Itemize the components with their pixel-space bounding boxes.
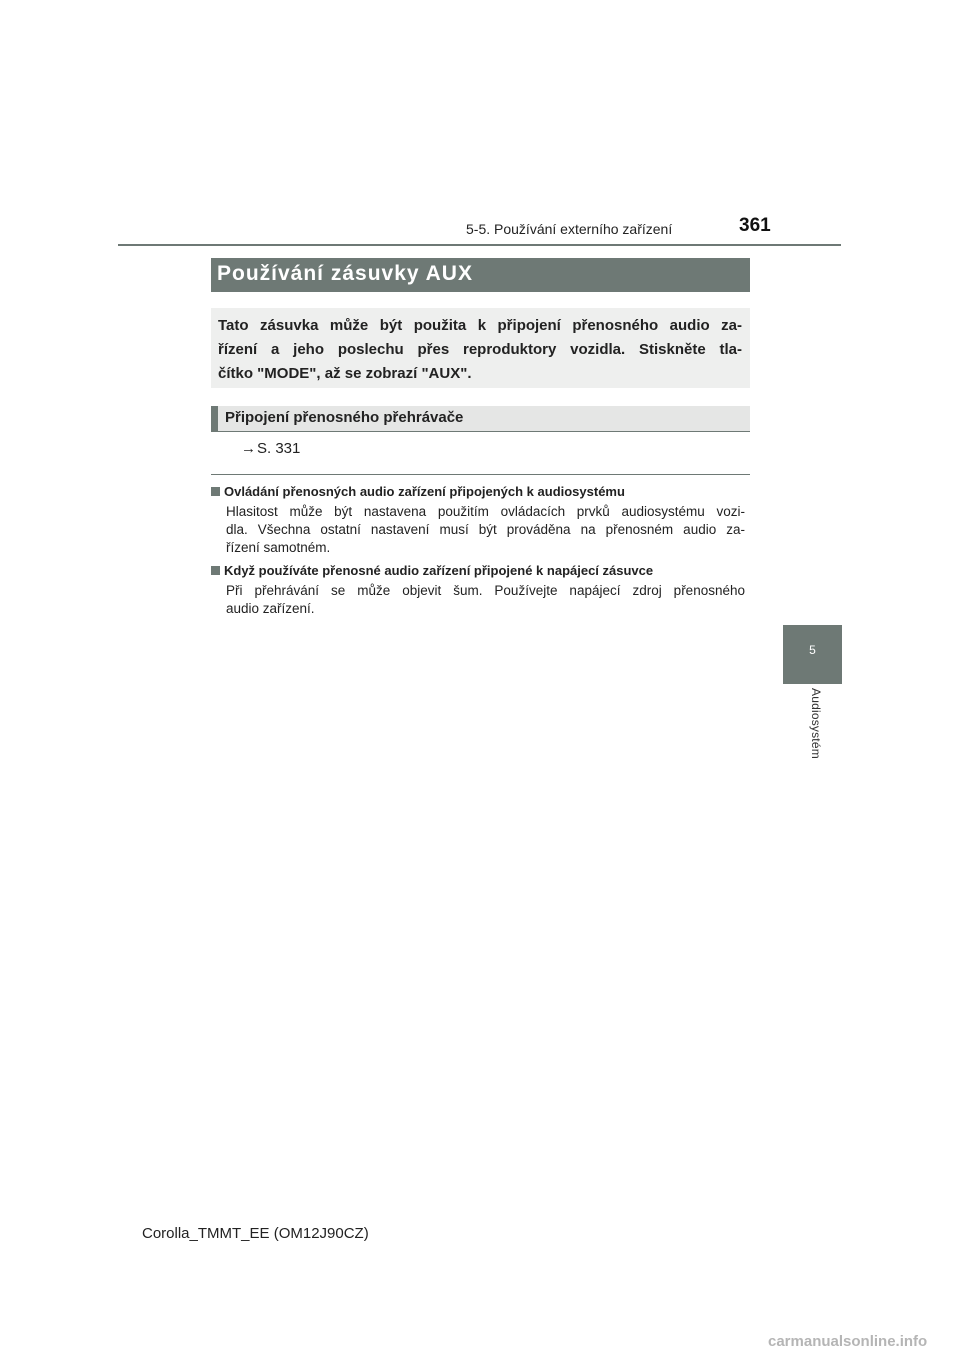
page-reference[interactable] [241, 440, 300, 457]
intro-line: řízení a jeho poslechu přes reproduktory vozidla. Stiskněte tla- [218, 341, 742, 358]
note-line: Hlasitost může být nastavena použitím ovládacích prvků audiosystému vozi- [226, 504, 745, 519]
subsection-heading: Připojení přenosného přehrávače [225, 409, 464, 426]
chapter-label: Audiosystém [809, 688, 823, 759]
watermark: carmanualsonline.info [768, 1333, 928, 1350]
intro-line: čítko "MODE", až se zobrazí "AUX". [218, 365, 472, 382]
note-heading-text: Ovládání přenosných audio zařízení připojených k audiosystému [224, 484, 625, 499]
page-number: 361 [739, 215, 771, 236]
square-bullet-icon [211, 566, 220, 575]
page-title: Používání zásuvky AUX [217, 262, 473, 285]
chapter-number: 5 [809, 643, 816, 657]
header-divider [118, 244, 841, 246]
subsection-divider [211, 431, 750, 432]
note-line: řízení samotném. [226, 540, 331, 555]
note-heading [211, 563, 653, 578]
section-divider [211, 474, 750, 475]
header-section-title: 5-5. Používání externího zařízení [466, 221, 673, 237]
intro-box [211, 308, 750, 388]
note-heading [211, 484, 625, 499]
footer-model-code: Corolla_TMMT_EE (OM12J90CZ) [142, 1225, 369, 1242]
note-heading-text: Když používáte přenosné audio zařízení připojené k napájecí zásuvce [224, 563, 654, 578]
intro-line: Tato zásuvka může být použita k připojení přenosného audio za- [218, 317, 742, 334]
chapter-tab [783, 625, 842, 684]
arrow-right-icon: → [241, 440, 256, 457]
note-line: audio zařízení. [226, 601, 315, 616]
subsection-accent [211, 406, 218, 431]
page-reference-text: S. 331 [257, 440, 301, 457]
subsection-bar [211, 406, 750, 431]
title-bar [211, 258, 750, 292]
square-bullet-icon [211, 487, 220, 496]
note-line: dla. Všechna ostatní nastavení musí být prováděna na přenosném audio za- [226, 522, 745, 537]
note-line: Při přehrávání se může objevit šum. Používejte napájecí zdroj přenosného [226, 583, 745, 598]
